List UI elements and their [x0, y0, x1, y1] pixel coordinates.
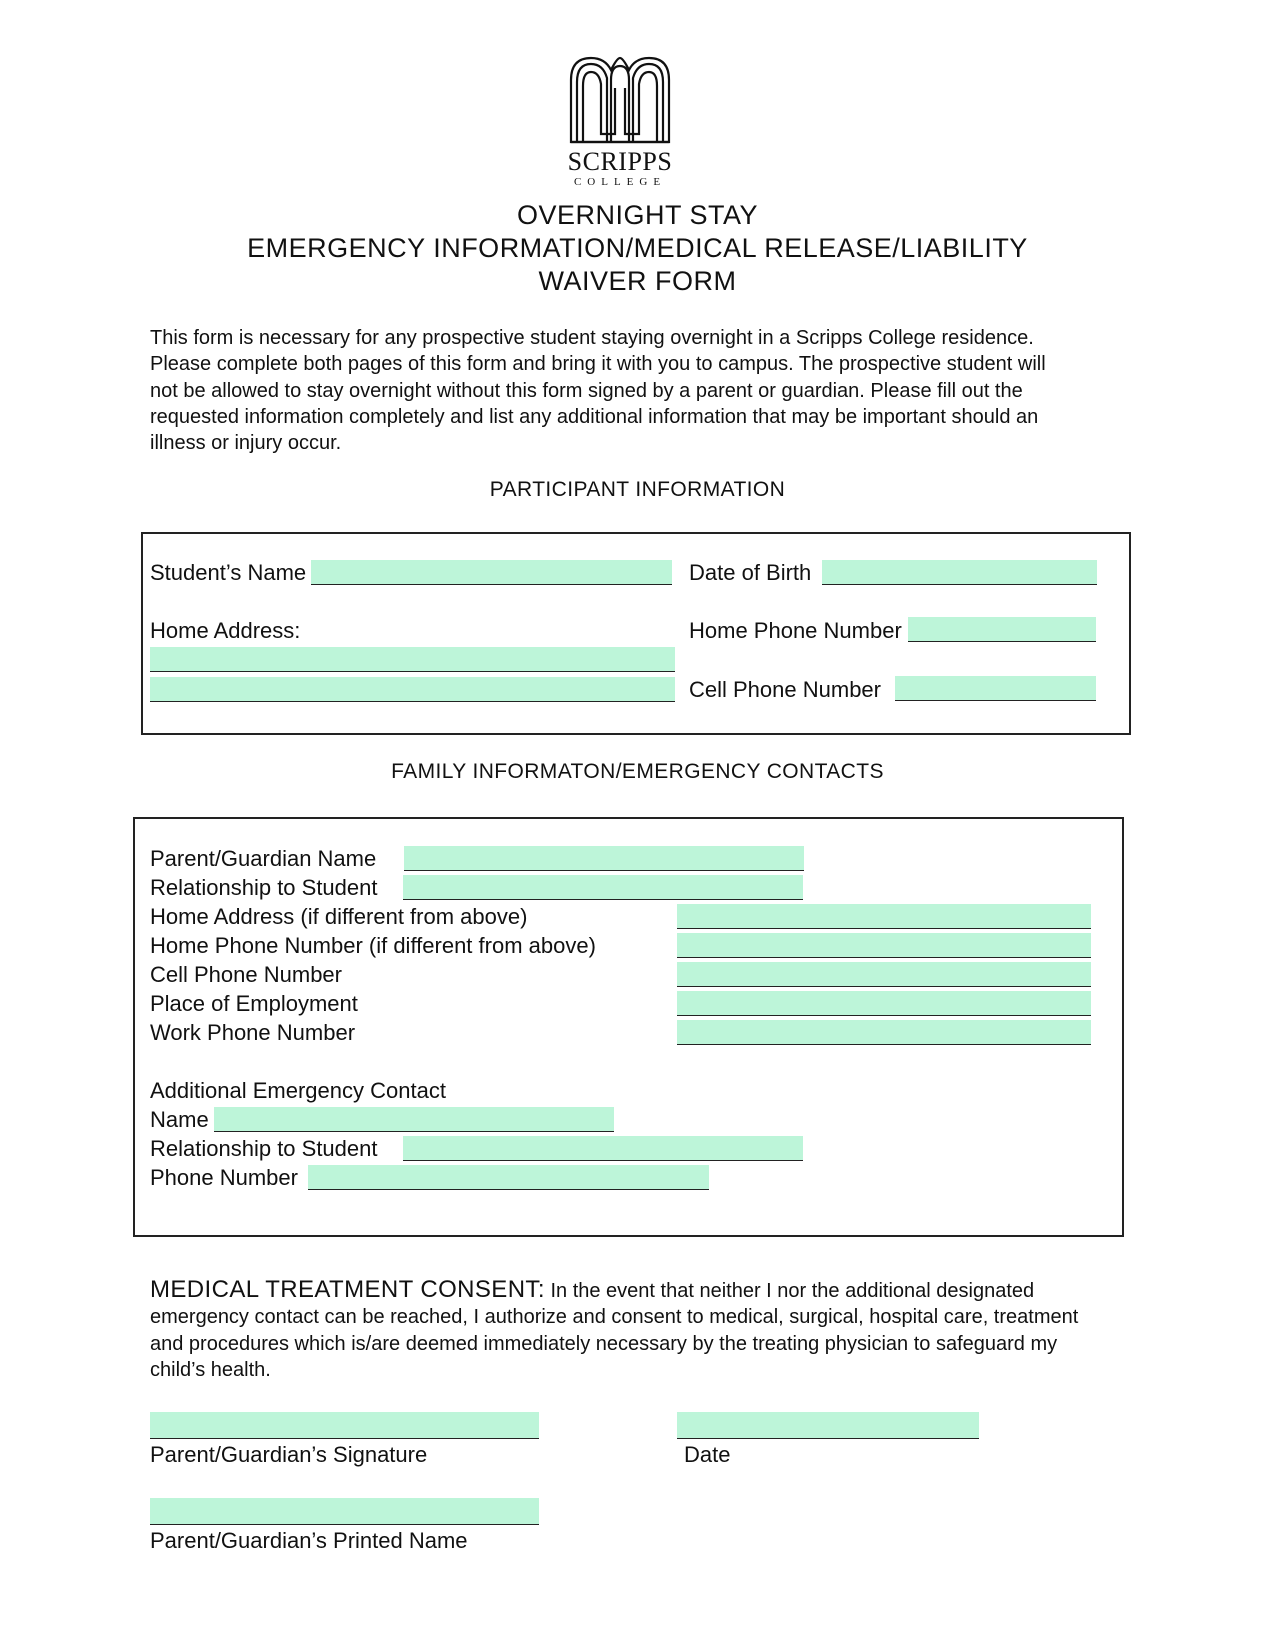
intro-line: This form is necessary for any prospective student staying overnight in a Scripps College residence.: [150, 327, 1034, 349]
family-home-address-field[interactable]: [677, 904, 1091, 929]
date-of-birth-label: Date of Birth: [689, 560, 812, 585]
consent-line: child’s health.: [150, 1358, 271, 1381]
parent-name-label: Parent/Guardian Name: [150, 846, 377, 871]
intro-line: not be allowed to stay overnight without this form signed by a parent or guardian. Please fill out the: [150, 379, 1023, 402]
relationship-label: Relationship to Student: [150, 875, 378, 900]
cell-phone-field[interactable]: [895, 676, 1096, 701]
additional-phone-field[interactable]: [308, 1165, 709, 1190]
intro-line: requested information completely and list any additional information that may be important should an: [150, 405, 1039, 428]
scripps-logo: [565, 52, 675, 192]
additional-name-label: Name: [150, 1107, 209, 1132]
additional-phone-label: Phone Number: [150, 1165, 298, 1190]
intro-line: illness or injury occur.: [150, 432, 342, 455]
date-of-birth-field[interactable]: [822, 560, 1097, 585]
consent-paragraph: [150, 1277, 1150, 1383]
intro-paragraph: [150, 325, 1150, 456]
scripps-arches-icon: [565, 52, 675, 147]
family-home-phone-label: Home Phone Number (if different from above): [150, 933, 596, 958]
employment-field[interactable]: [677, 991, 1091, 1016]
work-phone-field[interactable]: [677, 1020, 1091, 1045]
signature-field[interactable]: [150, 1412, 539, 1439]
additional-relationship-label: Relationship to Student: [150, 1136, 378, 1161]
family-home-phone-field[interactable]: [677, 933, 1091, 958]
home-phone-field[interactable]: [908, 617, 1096, 642]
participant-heading: PARTICIPANT INFORMATION: [489, 478, 786, 501]
consent-line: and procedures which is/are deemed immediately necessary by the treating physician to safeguard my: [150, 1332, 1058, 1355]
additional-contact-heading: Additional Emergency Contact: [150, 1078, 446, 1103]
signature-label: Parent/Guardian’s Signature: [150, 1442, 428, 1467]
signature-date-label: Date: [684, 1442, 731, 1467]
family-cell-phone-label: Cell Phone Number: [150, 962, 342, 987]
family-heading: FAMILY INFORMATON/EMERGENCY CONTACTS: [391, 760, 884, 783]
logo-name: SCRIPPS: [567, 147, 673, 176]
printed-name-label: Parent/Guardian’s Printed Name: [150, 1528, 468, 1553]
form-title-line-1: OVERNIGHT STAY: [516, 200, 759, 230]
home-address-label: Home Address:: [150, 618, 301, 643]
home-address-line-2-field[interactable]: [150, 677, 675, 702]
form-title-line-2: EMERGENCY INFORMATION/MEDICAL RELEASE/LIABILITY: [247, 233, 1028, 263]
consent-line: [150, 1277, 1150, 1304]
consent-line: emergency contact can be reached, I authorize and consent to medical, surgical, hospital care, treatment: [150, 1306, 1079, 1329]
home-phone-label: Home Phone Number: [689, 618, 902, 643]
consent-text: In the event that neither I nor the additional designated: [544, 1280, 1035, 1302]
additional-name-field[interactable]: [214, 1107, 614, 1132]
logo-subname: COLLEGE: [573, 176, 667, 188]
student-name-label: Student’s Name: [150, 560, 307, 585]
family-cell-phone-field[interactable]: [677, 962, 1091, 987]
home-address-line-1-field[interactable]: [150, 647, 675, 672]
form-title-line-3: WAIVER FORM: [538, 266, 737, 296]
signature-date-field[interactable]: [677, 1412, 979, 1439]
cell-phone-label: Cell Phone Number: [689, 677, 881, 702]
additional-relationship-field[interactable]: [403, 1136, 803, 1161]
employment-label: Place of Employment: [150, 991, 358, 1016]
parent-name-field[interactable]: [404, 846, 804, 871]
family-home-address-label: Home Address (if different from above): [150, 904, 528, 929]
student-name-field[interactable]: [311, 560, 672, 585]
relationship-field[interactable]: [403, 875, 803, 900]
consent-heading: MEDICAL TREATMENT CONSENT:: [150, 1276, 545, 1303]
intro-line: Please complete both pages of this form and bring it with you to campus. The prospective student will: [150, 353, 1046, 376]
work-phone-label: Work Phone Number: [150, 1020, 356, 1045]
printed-name-field[interactable]: [150, 1498, 539, 1525]
